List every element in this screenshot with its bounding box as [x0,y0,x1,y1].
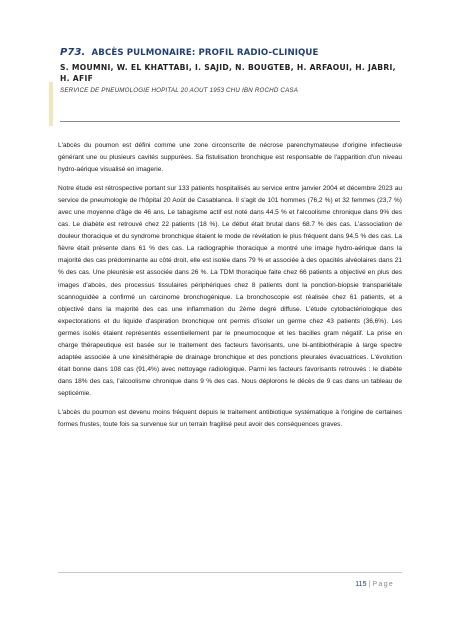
abstract-title-line [60,47,400,58]
abstract-title: ABCÈS PULMONAIRE: PROFIL RADIO-CLINIQUE [91,48,319,58]
page-number-value: 115 [355,579,367,588]
page-label: Page [372,579,394,588]
footer-divider [58,572,402,573]
authors: S. MOUMNI, W. EL KHATTABI, I. SAJID, N. BOUGTEB, H. ARFAOUI, H. JABRI, H. AFIF [60,63,396,83]
abstract-body [58,140,402,438]
abstract-number: P73. [60,47,86,58]
paragraph-results: Notre étude est rétrospective portant sur 133 patients hospitalisés au service entre janvier 2004 et décembre 2023 au service de pneumologie de l'hôpital 20 Août de Casablanca. Il s'agit de 101 hommes (76,2 %) et 32 femmes (23,7 %) avec une moyenne d'âge de 46 ans. Le tabagisme actif est noté dans 44.5 % et l'alcoolisme chronique dans 9% des cas. Le diabète est retrouvé chez 22 patients (18 %). Le début était brutal dans 68.7 % des cas. L'association de douleur thoracique et du syndrome bronchique étaient le mode de révélation le plus fréquent dans 94.5 % des cas. La fièvre était présente dans 61 % des cas. La radiographie thoracique a montré une image hydro-aérique dans la majorité des cas prédominante au côté droit, elle est isolée dans 79 % et associée à des opacités alvéolaires dans 21 % des cas. Une pleurésie est associée dans 26 %. La TDM thoracique faite chez 66 patients a objectivé en plus des images d'abcès, des processus tissulaires périphériques chez 8 patients dont la ponction-biopsie transpariétale scannoguidée a confirmé un carcinome bronchogénique. La bronchoscopie est réalisée chez 61 patients, et a objectivé dans la majorité des cas une inflammation du 2ème degré diffuse. L'étude cytobactériologique des expectorations et du liquide d'aspiration bronchique ont permis d'isoler un germe chez 43 patients (36,6%). Les germes isolés étaient représentés essentiellement par le pneumocoque et les bacilles gram négatif. La prise en charge thérapeutique est basée sur le traitement des facteurs favorisants, une bi-antibiothérapie à large spectre adaptée associée à une kinésithérapie de drainage bronchique et des ponctions pleurales évacuatrices. L'évolution était bonne dans 108 cas (91,4%) avec nettoyage radiologique. Parmi les facteurs favorisants retrouvés : le diabète dans 18% des cas, l'alcoolisme chronique dans 9 % des cas. Nous déplorons le décès de 9 cas dans un tableau de septicémie. [58,184,402,398]
affiliation: SERVICE DE PNEUMOLOGIE HOPITAL 20 AOUT 1953 CHU IBN ROCHD CASA [60,87,299,94]
accent-bar [49,82,53,126]
abstract-header [60,47,400,94]
page-number [355,579,394,588]
page-footer [58,572,402,592]
page-number-separator: | [368,579,371,588]
paragraph-intro: L'abcès du poumon est défini comme une zone circonscrite de nécrose parenchymateuse d'origine infectieuse générant une ou plusieurs cavités suppurées. Sa fistulisation bronchique est responsable de l'apparition d'un niveau hydro-aérique visualisé en imagerie. [58,142,402,174]
paragraph-conclusion: L'abcès du poumon est devenu moins fréquent depuis le traitement antibiotique systématique à l'origine de certaines formes frustes, toute fois sa survenue sur un terrain fragilisé peut avoir des conséquences graves. [58,408,402,429]
header-divider [60,121,400,122]
